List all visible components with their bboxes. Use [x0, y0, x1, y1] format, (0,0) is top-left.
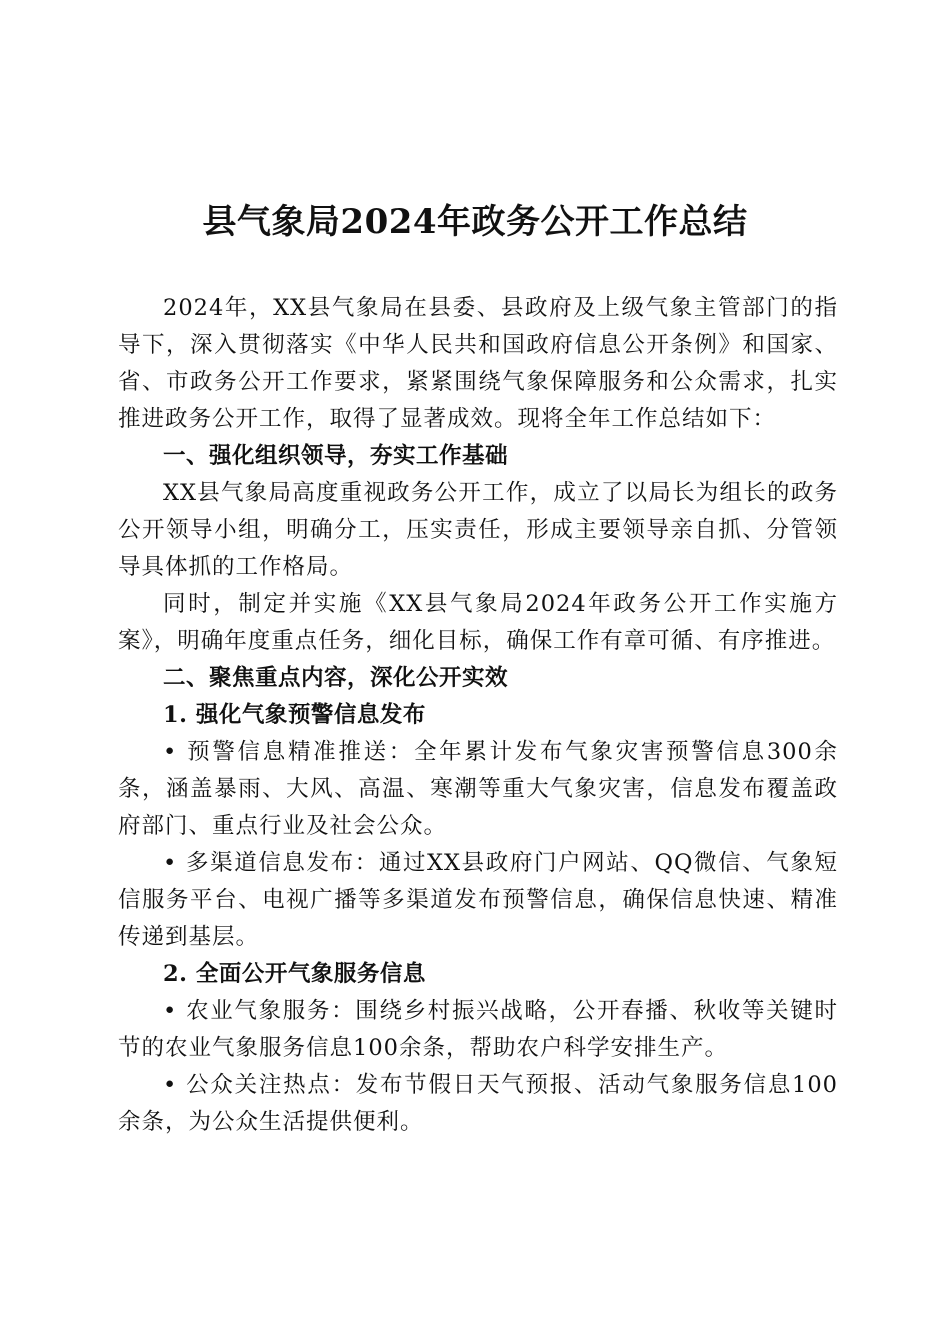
subsection-heading-2: 2. 全面公开气象服务信息: [163, 961, 426, 987]
document-title: 县气象局2024年政务公开工作总结: [202, 202, 748, 242]
body-paragraph: XX县气象局高度重视政务公开工作，成立了以局长为组长的政务公开领导小组，明确分工，压实责任，形成主要领导亲自抓、分管领导具体抓的工作格局。: [118, 480, 838, 580]
section-heading-2: 二、聚焦重点内容，深化公开实效: [163, 665, 509, 691]
bullet-item: • 预警信息精准推送：全年累计发布气象灾害预警信息300余条，涵盖暴雨、大风、高温、寒潮等重大气象灾害，信息发布覆盖政府部门、重点行业及社会公众。: [118, 739, 838, 839]
section-heading-1: 一、强化组织领导，夯实工作基础: [163, 443, 509, 469]
body-paragraph: 同时，制定并实施《XX县气象局2024年政务公开工作实施方案》，明确年度重点任务，细化目标，确保工作有章可循、有序推进。: [118, 591, 838, 654]
intro-paragraph: 2024年，XX县气象局在县委、县政府及上级气象主管部门的指导下，深入贯彻落实《中华人民共和国政府信息公开条例》和国家、省、市政务公开工作要求，紧紧围绕气象保障服务和公众需求，扎实推进政务公开工作，取得了显著成效。现将全年工作总结如下：: [118, 295, 838, 432]
bullet-item: • 农业气象服务：围绕乡村振兴战略，公开春播、秋收等关键时节的农业气象服务信息100余条，帮助农户科学安排生产。: [118, 998, 838, 1061]
subsection-heading-1: 1. 强化气象预警信息发布: [163, 702, 426, 728]
bullet-item: • 多渠道信息发布：通过XX县政府门户网站、QQ微信、气象短信服务平台、电视广播等多渠道发布预警信息，确保信息快速、精准传递到基层。: [118, 850, 838, 950]
document-body: [118, 290, 838, 1141]
bullet-item: • 公众关注热点：发布节假日天气预报、活动气象服务信息100余条，为公众生活提供便利。: [118, 1072, 838, 1135]
